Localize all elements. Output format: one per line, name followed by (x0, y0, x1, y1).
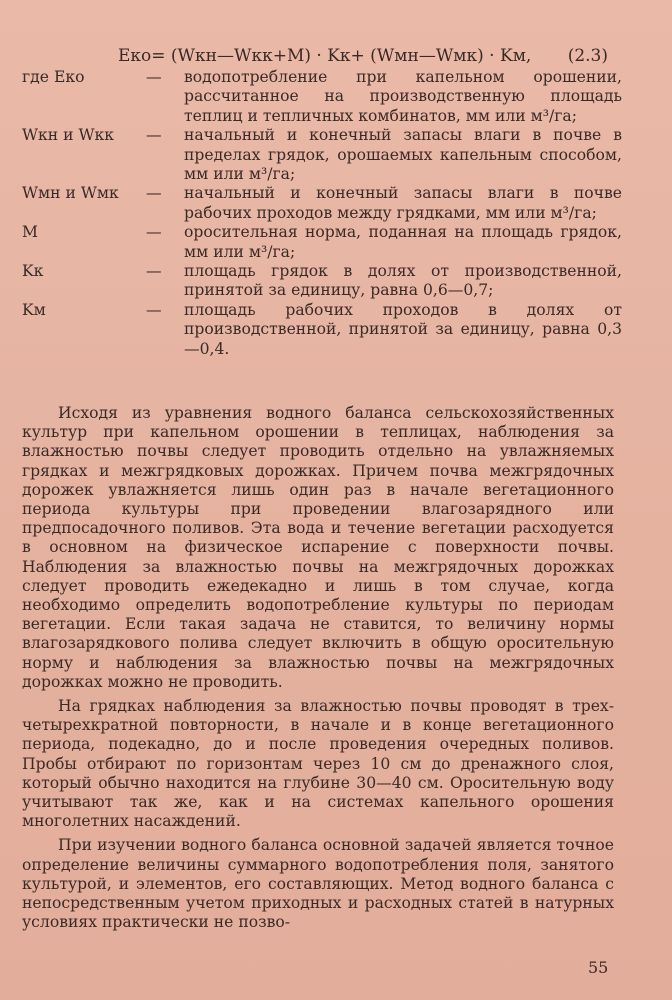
definition-symbol: Wкн и Wкк (22, 126, 114, 145)
definition-row (22, 184, 622, 223)
page-number: 55 (588, 958, 609, 977)
paragraph: На грядках наблюдения за влажностью почвы проводят в трех-четырехкратной повторности, в начале и в конце вегетационного периода, подекадно, до и после проведения очередных поливов. Пробы отбирают по горизонтам через 10 см до дренажного слоя, который обычно находится на глубине 30—40 см. Оросительную воду учитывают так же, как и на системах капельного орошения многолетних насаждений. (22, 697, 614, 831)
paragraph: Исходя из уравнения водного баланса сельскохозяйственных культур при капельном орошении в теплицах, наблюдения за влажностью почвы следует проводить отдельно на увлажняемых грядках и межгрядковых дорожках. Причем почва межгрядочных дорожек увлажняется лишь один раз в начале вегетационного периода культуры при проведении влагозарядного или предпосадочного поливов. Эта вода и течение вегетации расходуется в основном на физическое испарение с поверхности почвы. Наблюдения за влажностью почвы на межгрядочных дорожках следует проводить ежедекадно и лишь в том случае, когда необходимо определить водопотребление культуры по периодам вегетации. Если такая задача не ставится, то величину нормы влагозарядкового полива следует включить в общую оросительную норму и наблюдения за влажностью почвы на межгрядочных дорожках можно не проводить. (22, 404, 614, 691)
definition-text: площадь рабочих проходов в долях от производственной, принятой за единицу, равна 0,3—0,4. (184, 300, 622, 358)
definition-row (22, 68, 622, 126)
definition-text: оросительная норма, поданная на площадь грядок, мм или м³/га; (184, 223, 622, 261)
definition-dash: — (146, 223, 162, 242)
definition-symbol: Kк (22, 262, 44, 281)
definition-row (22, 126, 622, 184)
definition-text: водопотребление при капельном орошении, рассчитанное на производственную площадь теплиц и тепличных комбинатов, мм или м³/га; (184, 68, 622, 125)
definition-dash: — (146, 262, 162, 281)
definition-dash: — (146, 126, 162, 145)
body-text (22, 404, 614, 932)
definition-symbol: Wмн и Wмк (22, 184, 119, 203)
definition-dash: — (146, 68, 162, 86)
definition-row (22, 301, 622, 359)
definition-symbol: Kм (22, 300, 46, 319)
equation-number: (2.3) (567, 46, 608, 66)
paragraph: При изучении водного баланса основной задачей является точное определение величины суммарного водопотребления поля, занятого культурой, и элементов, его составляющих. Метод водного баланса с непосредственным учетом приходных и расходных статей в натурных условиях практически не позво- (22, 836, 614, 932)
equation (118, 46, 608, 66)
definition-text: начальный и конечный запасы влаги в почве рабочих проходов между грядками, мм или м³/га; (184, 184, 622, 222)
definition-symbol: M (22, 223, 38, 242)
equation-expression: Eко= (Wкн—Wкк+M) · Kк+ (Wмн—Wмк) · Kм, (118, 46, 532, 66)
definition-symbol: где Eко (22, 68, 85, 86)
variable-definitions (22, 68, 622, 359)
definition-row (22, 223, 622, 262)
definition-text: площадь грядок в долях от производственной, принятой за единицу, равна 0,6—0,7; (184, 262, 622, 300)
definition-text: начальный и конечный запасы влаги в почве в пределах грядок, орошаемых капельным способом, мм или м³/га; (184, 126, 622, 184)
definition-dash: — (146, 184, 162, 203)
definition-row (22, 262, 622, 301)
definition-dash: — (146, 300, 162, 319)
